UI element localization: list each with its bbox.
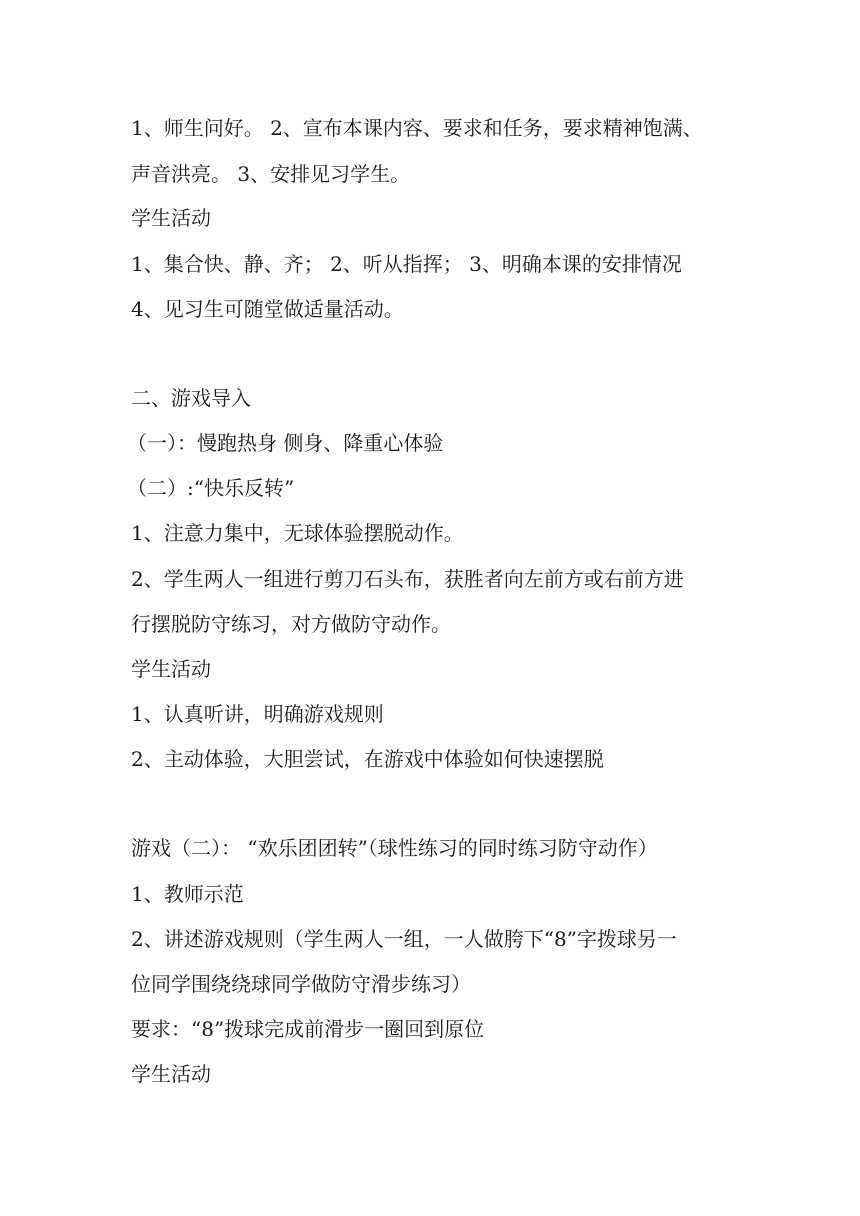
text-line: 2、讲述游戏规则（学生两人一组，一人做胯下“8”字拨球另一 xyxy=(131,927,677,951)
text-line: 1、教师示范 xyxy=(131,882,244,906)
text-line: 1、注意力集中，无球体验摆脱动作。 xyxy=(131,521,464,545)
section-heading: 游戏（二）： “欢乐团团转”（球性练习的同时练习防守动作） xyxy=(131,836,658,860)
text-line: 要求：“8”拨球完成前滑步一圈回到原位 xyxy=(131,1017,485,1041)
section-label: 学生活动 xyxy=(131,206,211,230)
text-line: 1、集合快、静、齐； 2、听从指挥； 3、明确本课的安排情况 xyxy=(131,252,682,276)
text-line: （二）:“快乐反转” xyxy=(127,476,295,500)
text-line: 2、主动体验，大胆尝试，在游戏中体验如何快速摆脱 xyxy=(131,747,604,771)
section-label: 学生活动 xyxy=(131,657,211,681)
section-heading: 二、游戏导入 xyxy=(131,386,251,410)
text-line: 1、认真听讲，明确游戏规则 xyxy=(131,702,384,726)
text-line: 1、师生问好。 2、宣布本课内容、要求和任务，要求精神饱满、 xyxy=(131,116,703,140)
text-line: 4、见习生可随堂做适量活动。 xyxy=(131,297,404,321)
text-line: （一）：慢跑热身 侧身、降重心体验 xyxy=(127,431,444,455)
text-line: 行摆脱防守练习，对方做防守动作。 xyxy=(131,612,451,636)
section-label: 学生活动 xyxy=(131,1062,211,1086)
text-line: 2、学生两人一组进行剪刀石头布，获胜者向左前方或右前方进 xyxy=(131,567,684,591)
text-line: 位同学围绕绕球同学做防守滑步练习） xyxy=(131,972,471,996)
text-line: 声音洪亮。 3、安排见习学生。 xyxy=(131,162,411,186)
